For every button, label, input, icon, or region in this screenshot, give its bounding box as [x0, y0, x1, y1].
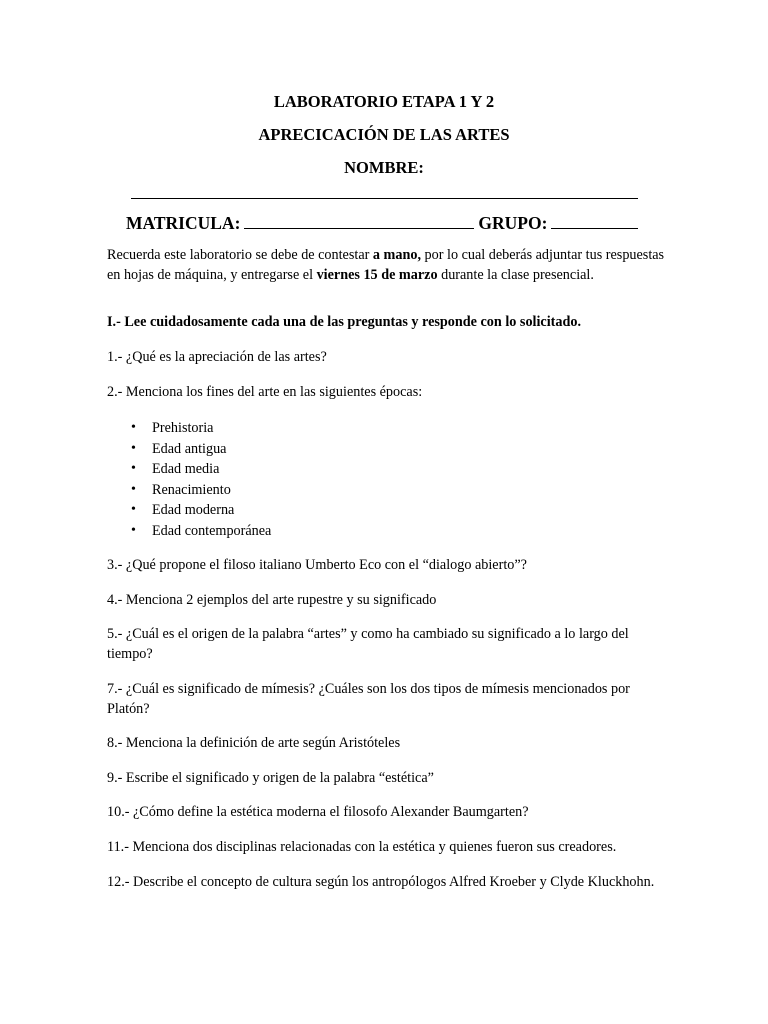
question-3: 3.- ¿Qué propone el filoso italiano Umberto Eco con el “dialogo abierto”? — [107, 557, 527, 573]
question-10: 10.- ¿Cómo define la estética moderna el filosofo Alexander Baumgarten? — [107, 804, 529, 820]
question-4: 4.- Menciona 2 ejemplos del arte rupestre y su significado — [107, 592, 437, 608]
question-9: 9.- Escribe el significado y origen de la palabra “estética” — [107, 770, 434, 786]
intro-paragraph: Recuerda este laboratorio se debe de contestar a mano, por lo cual deberás adjuntar tus respuestas en hojas de máquina, y entregarse el viernes 15 de marzo durante la clase presencial. — [107, 247, 665, 283]
list-item: • Edad antigua — [131, 439, 271, 460]
matricula-underline — [244, 213, 474, 229]
section-instruction: I.- Lee cuidadosamente cada una de las preguntas y responde con lo solicitado. — [107, 314, 582, 330]
question-12: 12.- Describe el concepto de cultura según los antropólogos Alfred Kroeber y Clyde Kluckhohn. — [107, 874, 655, 890]
matricula-row — [126, 212, 638, 234]
list-item: • Edad moderna — [131, 500, 271, 521]
epochs-list — [131, 418, 271, 542]
question-2: 2.- Menciona los fines del arte en las siguientes épocas: — [107, 384, 423, 400]
name-underline — [131, 198, 638, 199]
list-item: • Edad contemporánea — [131, 521, 271, 542]
list-item: • Renacimiento — [131, 480, 271, 501]
list-item: • Prehistoria — [131, 418, 271, 439]
matricula-label: MATRICULA: — [126, 213, 241, 233]
grupo-underline — [551, 213, 638, 229]
question-8: 8.- Menciona la definición de arte según Aristóteles — [107, 735, 401, 751]
list-item: • Edad media — [131, 459, 271, 480]
document-subtitle: APRECICACIÓN DE LAS ARTES — [258, 125, 510, 144]
question-7: 7.- ¿Cuál es significado de mímesis? ¿Cuáles son los dos tipos de mímesis mencionados por Platón? — [107, 681, 630, 717]
grupo-label: GRUPO: — [478, 213, 548, 233]
question-1: 1.- ¿Qué es la apreciación de las artes? — [107, 349, 327, 365]
document-title: LABORATORIO ETAPA 1 Y 2 — [273, 92, 495, 111]
name-label: NOMBRE: — [344, 158, 424, 177]
question-11: 11.- Menciona dos disciplinas relacionadas con la estética y quienes fueron sus creadores. — [107, 839, 617, 855]
question-5: 5.- ¿Cuál es el origen de la palabra “artes” y como ha cambiado su significado a lo largo del tiempo? — [107, 626, 629, 662]
